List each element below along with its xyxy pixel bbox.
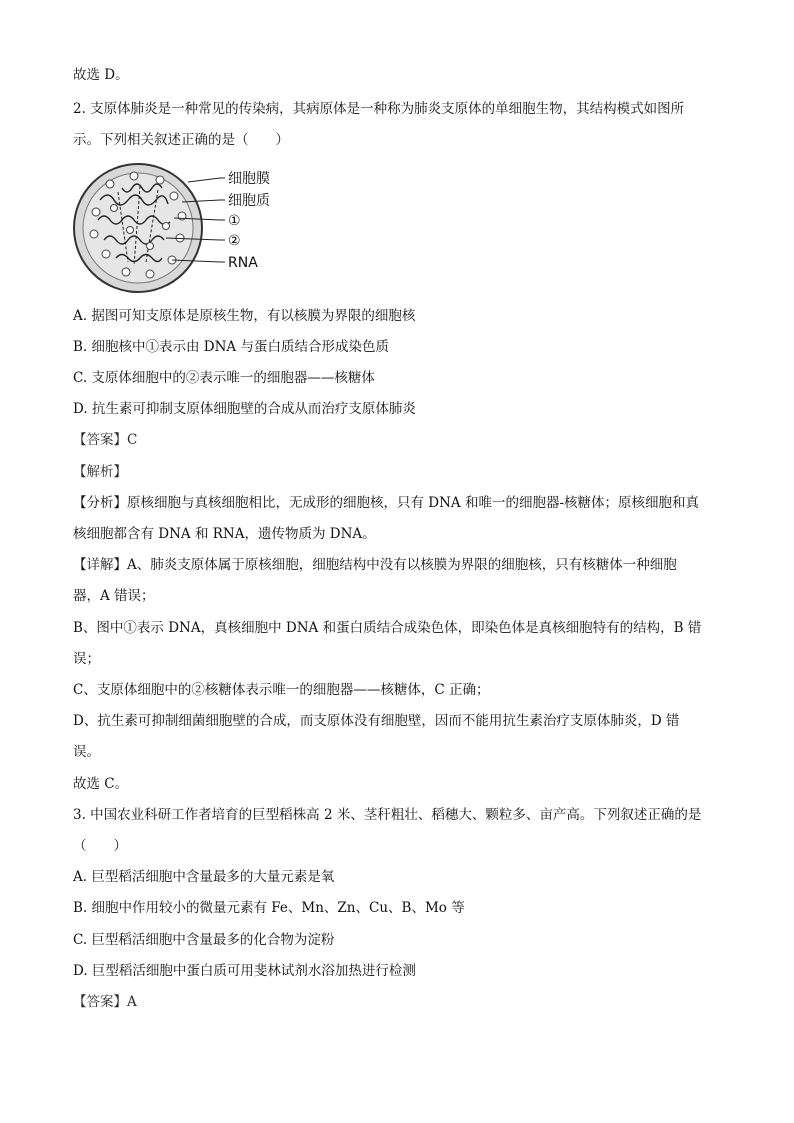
option-c: C. 支原体细胞中的②表示唯一的细胞器——核糖体	[73, 370, 375, 386]
q3-option-c: C. 巨型稻活细胞中含量最多的化合物为淀粉	[73, 932, 335, 948]
label-rna: RNA	[228, 255, 258, 271]
detail-text: 【详解】A、肺炎支原体属于原核细胞，细胞结构中没有以核膜为界限的细胞核，只有核糖体一种细胞	[73, 557, 677, 573]
question-2-stem: 2. 支原体肺炎是一种常见的传染病，其病原体是一种称为肺炎支原体的单细胞生物，其结构模式如图所	[73, 101, 685, 117]
conclusion: 故选 C。	[73, 776, 129, 792]
analysis-heading: 【解析】	[73, 464, 127, 480]
question-3-stem: 3. 中国农业科研工作者培育的巨型稻株高 2 米、茎秆粗壮、稻穗大、颗粒多、亩产高。下列叙述正确的是	[73, 807, 702, 823]
option-d: D. 抗生素可抑制支原体细胞壁的合成从而治疗支原体肺炎	[73, 401, 416, 417]
q3-option-a: A. 巨型稻活细胞中含量最多的大量元素是氧	[73, 869, 335, 885]
cell-diagram	[70, 160, 310, 295]
cytoplasm-shape	[83, 173, 193, 283]
detail-b-cont: 误；	[73, 651, 100, 667]
detail-b: B、图中①表示 DNA，真核细胞中 DNA 和蛋白质结合成染色体，即染色体是真核细胞特有的结构，B 错	[73, 620, 702, 636]
detail-d-cont: 误。	[73, 744, 100, 760]
label-1: ①	[228, 213, 241, 229]
detail-c: C、支原体细胞中的②核糖体表示唯一的细胞器——核糖体，C 正确；	[73, 682, 490, 698]
question-3-stem-cont: （ ）	[73, 838, 127, 854]
question-2-stem-cont: 示。下列相关叙述正确的是（ ）	[73, 132, 289, 148]
detail-d: D、抗生素可抑制细菌细胞壁的合成，而支原体没有细胞壁，因而不能用抗生素治疗支原体肺炎，D 错	[73, 713, 680, 729]
label-cell-membrane: 细胞膜	[228, 171, 270, 187]
label-2: ②	[228, 233, 241, 249]
text-line: 故选 D。	[73, 67, 129, 83]
q3-option-d: D. 巨型稻活细胞中蛋白质可用斐林试剂水浴加热进行检测	[73, 963, 416, 979]
q3-option-b: B. 细胞中作用较小的微量元素有 Fe、Mn、Zn、Cu、B、Mo 等	[73, 900, 465, 916]
option-b: B. 细胞核中①表示由 DNA 与蛋白质结合形成染色质	[73, 339, 389, 355]
q3-answer: 【答案】A	[73, 994, 137, 1010]
analysis-text-cont: 核细胞都含有 DNA 和 RNA，遗传物质为 DNA。	[73, 526, 376, 542]
option-a: A. 据图可知支原体是原核生物，有以核膜为界限的细胞核	[73, 308, 416, 324]
mycoplasma-structure-figure	[70, 160, 310, 295]
detail-text-cont: 器，A 错误；	[73, 588, 155, 604]
analysis-text: 【分析】原核细胞与真核细胞相比，无成形的细胞核，只有 DNA 和唯一的细胞器-核糖体；原核细胞和真	[73, 495, 700, 511]
answer-label: 【答案】C	[73, 432, 138, 448]
label-cytoplasm: 细胞质	[228, 193, 270, 209]
